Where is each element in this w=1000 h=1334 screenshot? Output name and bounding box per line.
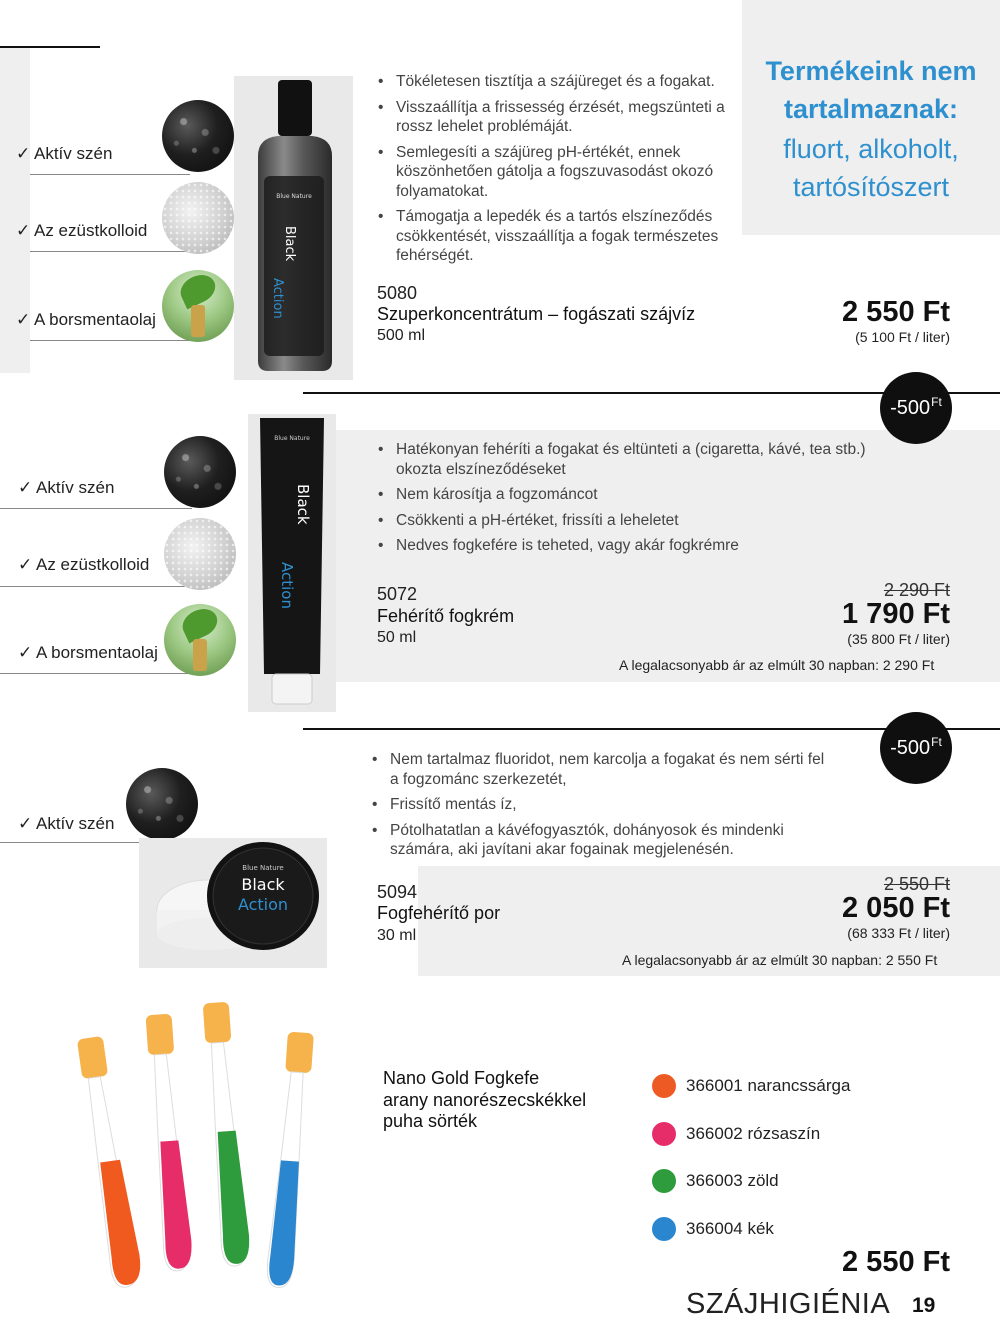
price: 2 050 Ft — [842, 892, 950, 924]
check-icon: ✓ — [16, 144, 31, 163]
feature-item: • Nem tartalmaz fluoridot, nem karcolja a fogakat és nem sérti fel a fogzománc szerkezetét, — [370, 750, 830, 789]
feature-item: • Tökéletesen tisztítja a szájüreget és a fogakat. — [376, 72, 742, 92]
mouthwash-bottle-icon — [234, 76, 353, 380]
toothbrush-name-line: arany nanorészecskékkel — [383, 1089, 587, 1110]
product-volume: 30 ml — [377, 927, 417, 944]
unit-price: (5 100 Ft / liter) — [855, 329, 950, 345]
product-code: 5094 — [377, 882, 418, 902]
divider — [30, 174, 190, 175]
discount-badge: -500 $^{Ft}$ — [880, 712, 952, 784]
variant-label: 366001 narancssárga — [686, 1076, 851, 1095]
ingredient-peppermint-oil — [18, 643, 158, 663]
discount-badge: -500 $^{Ft}$ — [880, 372, 952, 444]
info-box-items: fluort, alkoholt, tartósítószert — [783, 134, 959, 202]
svg-text:Action: Action — [237, 895, 289, 914]
toothbrush-name-line: puha sörték — [383, 1111, 478, 1131]
ingredient-label: Aktív szén — [34, 144, 113, 163]
check-icon: ✓ — [18, 555, 33, 574]
divider — [0, 673, 192, 674]
color-swatch-pink — [652, 1122, 676, 1146]
charcoal-image — [164, 436, 236, 508]
check-icon: ✓ — [18, 478, 33, 497]
info-box-title: Termékeink nem tartalmaznak: — [765, 56, 977, 124]
svg-text:Blue Nature: Blue Nature — [276, 193, 312, 200]
section-title: SZÁJHIGIÉNIA — [686, 1288, 891, 1320]
powder-jar-image — [139, 838, 327, 968]
ingredient-label: A borsmentaolaj — [34, 310, 156, 329]
feature-item: • Frissítő mentás íz, — [370, 795, 830, 815]
price: 2 550 Ft — [842, 1246, 950, 1278]
charcoal-image — [162, 100, 234, 172]
color-swatch-blue — [652, 1217, 676, 1241]
lowest-price-note: A legalacsonyabb ár az elmúlt 30 napban: 2 550 Ft — [622, 952, 938, 968]
svg-text:Black: Black — [282, 226, 297, 262]
svg-text:Action: Action — [270, 278, 285, 319]
color-swatch-orange — [652, 1074, 676, 1098]
svg-text:Black: Black — [294, 484, 312, 525]
toothbrush-name-line: Nano Gold Fogkefe — [383, 1068, 540, 1088]
toothpaste-tube-icon — [248, 414, 336, 712]
powder-jar-icon — [139, 838, 327, 968]
feature-item: • Semlegesíti a szájüreg pH-értékét, ennek köszönhetően gátolja a fogszuvasodást okozó folyamatokat. — [376, 143, 742, 202]
product-1-features — [376, 72, 742, 272]
feature-item: • Visszaállítja a frissesség érzését, megszünteti a rossz lehelet problémáját. — [376, 98, 742, 137]
divider — [30, 340, 190, 341]
ingredient-label: Az ezüstkolloid — [34, 221, 148, 240]
unit-price: (68 333 Ft / liter) — [847, 925, 950, 941]
feature-item: • Nem károsítja a fogzománcot — [376, 485, 906, 505]
ingredient-peppermint-oil — [16, 310, 156, 330]
divider — [0, 508, 192, 509]
product-3-features — [370, 750, 830, 866]
feature-item: • Pótolhatatlan a kávéfogyasztók, dohányosok és mindenki számára, aki javítani akar fogainak megjelenésén. — [370, 821, 830, 860]
ingredient-silver-colloid — [16, 221, 147, 241]
variant-label: 366002 rózsaszín — [686, 1124, 821, 1143]
svg-text:Blue Nature: Blue Nature — [242, 864, 284, 872]
color-swatch-green — [652, 1169, 676, 1193]
unit-price: (35 800 Ft / liter) — [847, 631, 950, 647]
product-code: 5080 — [377, 283, 418, 303]
product-name: Fogfehérítő por — [377, 903, 501, 923]
product-code: 5072 — [377, 584, 418, 604]
svg-text:Black: Black — [241, 875, 285, 894]
old-price: 2 290 Ft — [883, 580, 950, 600]
variant-label: 366003 zöld — [686, 1171, 779, 1190]
feature-item: • Csökkenti a pH-értéket, frissíti a leheletet — [376, 511, 906, 531]
check-icon: ✓ — [16, 221, 31, 240]
feature-item: • Hatékonyan fehéríti a fogakat és eltünteti a (cigaretta, kávé, tea stb.) okozta elszíneződéseket — [376, 440, 906, 479]
lowest-price-note: A legalacsonyabb ár az elmúlt 30 napban: 2 290 Ft — [619, 657, 935, 673]
check-icon: ✓ — [18, 643, 33, 662]
product-volume: 500 ml — [377, 327, 426, 344]
old-price: 2 550 Ft — [883, 874, 950, 894]
price: 1 790 Ft — [842, 598, 950, 630]
silver-colloid-image — [164, 518, 236, 590]
mouthwash-image — [234, 76, 353, 380]
product-2-features — [376, 440, 906, 562]
page-number: 19 — [912, 1294, 936, 1317]
info-box — [742, 52, 1000, 206]
peppermint-image — [164, 604, 236, 676]
ingredient-label: A borsmentaolaj — [36, 643, 158, 662]
check-icon: ✓ — [18, 814, 33, 833]
peppermint-image — [162, 270, 234, 342]
feature-item: • Nedves fogkefére is teheted, vagy akár fogkrémre — [376, 536, 906, 556]
ingredient-label: Az ezüstkolloid — [36, 555, 150, 574]
toothpaste-image — [248, 414, 336, 712]
toothbrushes-icon — [70, 996, 330, 1296]
check-icon: ✓ — [16, 310, 31, 329]
svg-text:Blue Nature: Blue Nature — [274, 435, 310, 442]
ingredient-charcoal — [16, 144, 112, 164]
charcoal-image — [126, 768, 198, 840]
silver-colloid-image — [162, 182, 234, 254]
toothbrushes-image — [70, 996, 330, 1296]
ingredient-charcoal — [18, 478, 114, 498]
product-volume: 50 ml — [377, 629, 417, 646]
variant-label: 366004 kék — [686, 1219, 774, 1238]
divider — [0, 842, 160, 843]
toothbrush-name — [383, 1068, 586, 1133]
ingredient-silver-colloid — [18, 555, 149, 575]
svg-text:Action: Action — [278, 562, 296, 609]
feature-item: • Támogatja a lepedék és a tartós elszíneződés csökkentését, visszaállítja a fogak természetes fehérségét. — [376, 207, 742, 266]
product-name: Fehérítő fogkrém — [377, 606, 515, 626]
ingredient-label: Aktív szén — [36, 478, 115, 497]
ingredient-label: Aktív szén — [36, 814, 115, 833]
product-name: Szuperkoncentrátum – fogászati szájvíz — [377, 304, 696, 324]
price: 2 550 Ft — [842, 296, 950, 328]
ingredient-charcoal — [18, 814, 114, 834]
